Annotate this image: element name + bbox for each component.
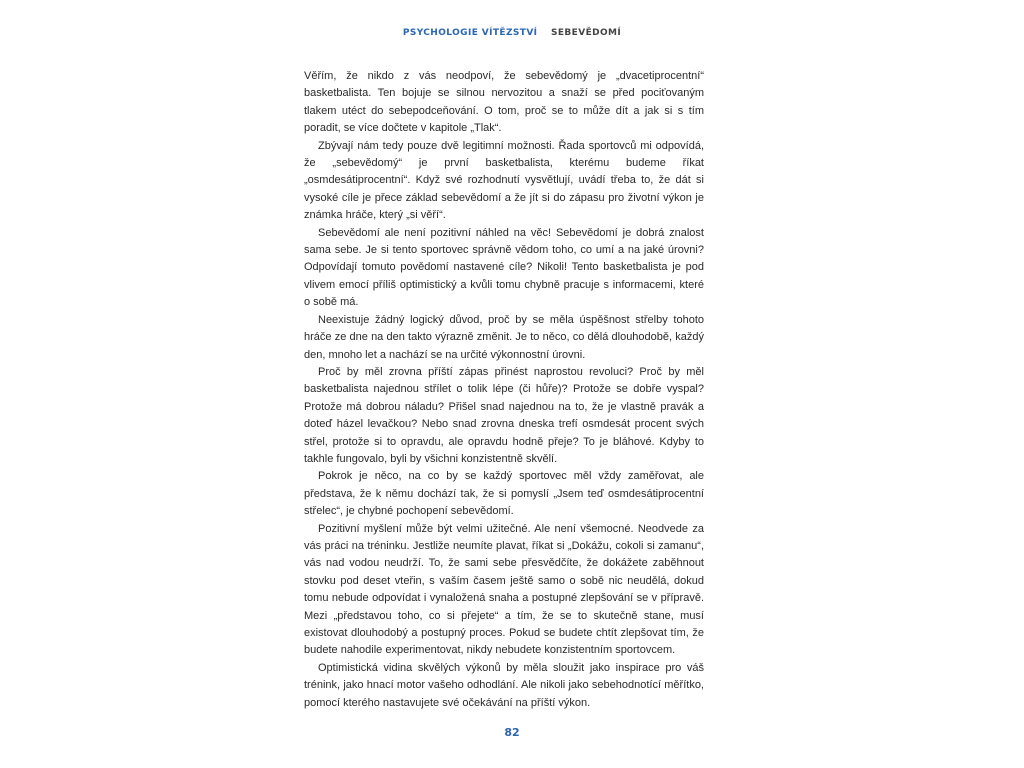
chapter-title: SEBEVĚDOMÍ <box>550 28 622 38</box>
body-text <box>304 68 704 712</box>
paragraph: Proč by měl zrovna příští zápas přinést naprostou revoluci? Proč by měl basketbalista najednou střílet o tolik lépe (či hůře)? Protože se dobře vyspal? Protože má dobrou náladu? Přišel snad najednou na to, že je vlastně pravák a doteď házel levačkou? Nebo snad zrovna dneska trefí osmdesát procent svých střel, protože si to opravdu, ale opravdu hodně přeje? To je bláhové. Kdyby to takhle fungovalo, byli by všichni konzistentně skvělí. <box>304 365 704 465</box>
paragraph: Sebevědomí ale není pozitivní náhled na věc! Sebevědomí je dobrá znalost sama sebe. Je si tento sportovec správně vědom toho, co umí a na jaké úrovni? Odpovídají tomuto povědomí nastavené cíle? Nikoli! Tento basketbalista je pod vlivem emocí příliš optimistický a kvůli tomu chybně pracuje s informacemi, které o sobě má. <box>304 226 704 309</box>
book-title: PSYCHOLOGIE VÍTĚZSTVÍ <box>402 28 538 38</box>
paragraph: Neexistuje žádný logický důvod, proč by se měla úspěšnost střelby tohoto hráče ze dne na den takto výrazně změnit. Je to něco, co dělá dlouhodobě, každý den, mnoho let a nachází se na určité výkonnostní úrovni. <box>304 313 704 361</box>
running-head <box>0 28 1024 38</box>
page-number: 82 <box>504 726 520 739</box>
paragraph: Zbývají nám tedy pouze dvě legitimní možnosti. Řada sportovců mi odpovídá, že „sebevědomý“ je první basketbalista, kterému budeme říkat „osmdesátiprocentní“. Když své rozhodnutí vysvětlují, uvádí třeba to, že dát si vysoké cíle je přece základ sebevědomí a že jít si do zápasu pro životní výkon je známka hráče, který „si věří“. <box>304 139 704 222</box>
paragraph: Optimistická vidina skvělých výkonů by měla sloužit jako inspirace pro váš trénink, jako hnací motor vašeho odhodlání. Ale nikoli jako sebehodnotící měřítko, pomocí kterého nastavujete své očekávání na příští výkon. <box>304 661 704 709</box>
paragraph: Pozitivní myšlení může být velmi užitečné. Ale není všemocné. Neodvede za vás práci na tréninku. Jestliže neumíte plavat, říkat si „Dokážu, cokoli si zamanu“, vás nad vodou neudrží. To, že sami sebe přesvědčíte, že dokážete zaběhnout stovku pod deset vteřin, s vaším časem ještě samo o sobě nic neudělá, dokud tomu nebude odpovídat i vynaložená snaha a postupné zlepšování se v přípravě. Mezi „představou toho, co si přejete“ a tím, že se to skutečně stane, musí existovat dlouhodobý a postupný proces. Pokud se budete chtít zlepšovat tím, že budete nahodile experimentovat, nikdy nebudete konzistentním sportovcem. <box>304 522 704 657</box>
paragraph: Věřím, že nikdo z vás neodpoví, že sebevědomý je „dvacetiprocentní“ basketbalista. Ten bojuje se silnou nervozitou a snaží se před pociťovaným tlakem utéct do sebepodceňování. O tom, proč se to může dít a jak si s tím poradit, se více dočtete v kapitole „Tlak“. <box>304 70 704 135</box>
paragraph: Pokrok je něco, na co by se každý sportovec měl vždy zaměřovat, ale představa, že k němu dochází tak, že si pomyslí „Jsem teď osmdesátiprocentní střelec“, je chybné pochopení sebevědomí. <box>304 470 704 518</box>
